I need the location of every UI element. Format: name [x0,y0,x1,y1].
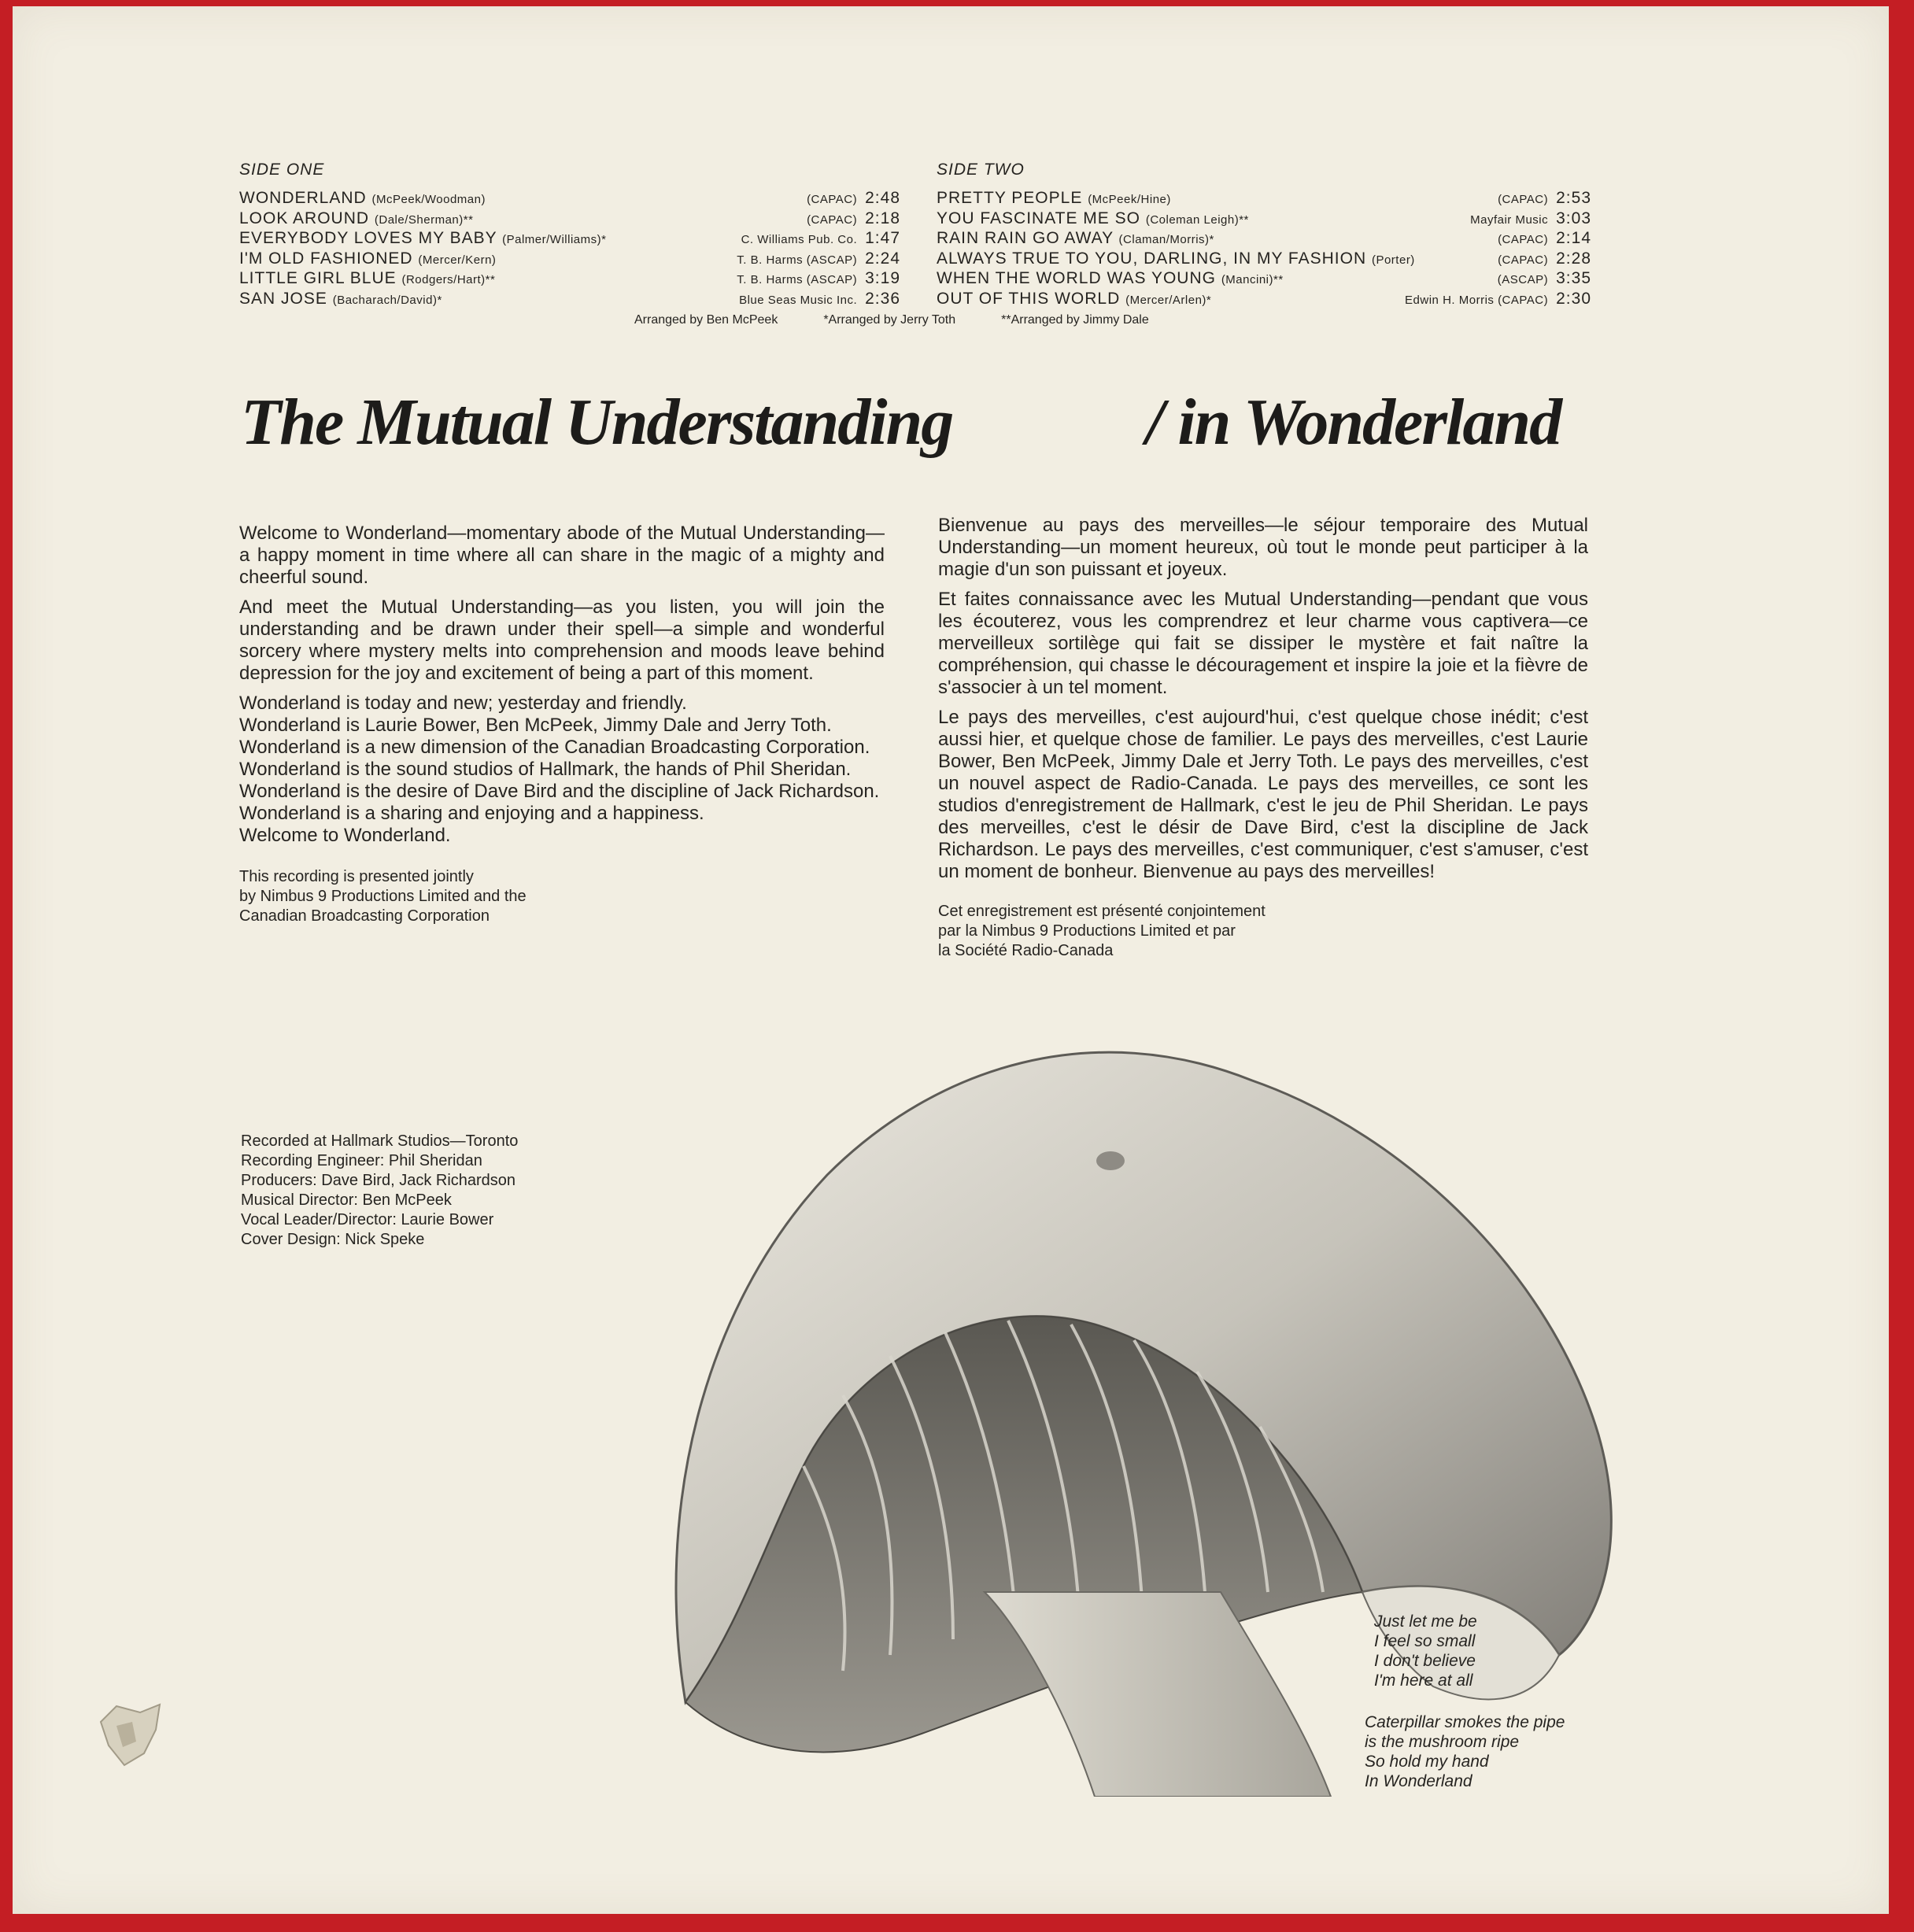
track-composers: (Rodgers/Hart)** [401,273,496,286]
track-publisher: (CAPAC) [807,212,858,227]
credit-line: Musical Director: Ben McPeek [241,1191,452,1209]
track-row [239,189,900,209]
english-line: Wonderland is the desire of Dave Bird and the discipline of Jack Richardson. [239,781,880,802]
track-title-group [239,269,495,288]
track-publisher: T. B. Harms (ASCAP) [737,273,858,286]
lyrics-stanza [1365,1712,1565,1791]
arranger-note: *Arranged by Jerry Toth [823,313,956,327]
track-title: ALWAYS TRUE TO YOU, DARLING, IN MY FASHION [937,249,1367,268]
track-publisher: Mayfair Music [1470,212,1549,227]
english-line: Welcome to Wonderland. [239,825,451,846]
french-paragraph: Et faites connaissance avec les Mutual Understanding—pendant que vous les écouterez, vous les comprendrez et leur charme vous captivera—ce merveilleux sortilège qui fait se dissiper le mystère et fait naître la compréhension, qui chasse le découragement et inspire la joie et la fièvre de s'associer à un tel moment. [938,589,1588,698]
english-line: Wonderland is Laurie Bower, Ben McPeek, Jimmy Dale and Jerry Toth. [239,715,832,736]
credit-line: Cover Design: Nick Speke [241,1231,425,1248]
lyric-line: Caterpillar smokes the pipe [1365,1713,1565,1731]
credit-line: Recorded at Hallmark Studios—Toronto [241,1132,519,1150]
track-title: OUT OF THIS WORLD [937,289,1121,308]
lyrics-stanza [1374,1612,1565,1690]
track-duration: 2:28 [1556,249,1591,268]
track-title: WHEN THE WORLD WAS YOUNG [937,269,1216,287]
arranger-notes [634,313,1149,327]
production-credits [241,1132,650,1250]
track-meta [1470,209,1591,228]
track-row [239,290,900,310]
track-title-group [239,209,473,228]
track-title: LOOK AROUND [239,209,370,227]
french-presented-line: par la Nimbus 9 Productions Limited et par [938,922,1236,940]
track-title: SAN JOSE [239,289,327,308]
track-title-group [937,209,1249,228]
side-two-tracklist [937,161,1591,309]
track-title: WONDERLAND [239,189,367,207]
track-row [239,209,900,230]
track-duration: 3:35 [1556,269,1591,287]
track-row [937,209,1591,230]
track-title-group [937,249,1415,268]
track-publisher: T. B. Harms (ASCAP) [737,253,858,267]
track-row [937,269,1591,290]
track-composers: (Palmer/Williams)* [502,233,607,246]
lyric-line: I don't believe [1374,1652,1476,1670]
credit-line: Producers: Dave Bird, Jack Richardson [241,1172,516,1189]
lyric-line: Just let me be [1374,1612,1477,1631]
track-title-group [239,249,496,268]
lyrics-block [1365,1612,1565,1813]
track-meta [1498,189,1591,208]
french-liner-notes [938,515,1588,961]
side-two-heading: SIDE TWO [937,161,1025,179]
lyric-line: I'm here at all [1374,1672,1473,1690]
track-duration: 2:14 [1556,229,1591,247]
track-meta [807,189,900,208]
track-composers: (Bacharach/David)* [332,293,442,307]
track-meta [807,209,900,228]
english-presented-line: by Nimbus 9 Productions Limited and the [239,888,527,905]
track-duration: 2:18 [865,209,900,227]
track-composers: (Dale/Sherman)** [374,212,474,227]
lyric-line: In Wonderland [1365,1772,1472,1790]
track-composers: (McPeek/Hine) [1088,193,1171,206]
french-presented-line: Cet enregistrement est présenté conjointement [938,903,1266,920]
french-presented-line: la Société Radio-Canada [938,942,1114,959]
track-composers: (Mancini)** [1221,273,1284,286]
track-title: PRETTY PEOPLE [937,189,1083,207]
track-meta [739,290,900,308]
side-one-tracklist [239,161,900,309]
track-composers: (Claman/Morris)* [1118,233,1214,246]
lyric-line: So hold my hand [1365,1753,1489,1771]
french-paragraph: Bienvenue au pays des merveilles—le séjour temporaire des Mutual Understanding—un moment heureux, où tout le monde peut participer à la magie d'un son puissant et joyeux. [938,515,1588,580]
track-title-group [239,290,442,308]
track-title: YOU FASCINATE ME SO [937,209,1140,227]
english-presented-line: Canadian Broadcasting Corporation [239,907,490,925]
lyric-line: I feel so small [1374,1632,1476,1650]
track-meta [1498,249,1591,268]
side-one-heading: SIDE ONE [239,161,325,179]
track-meta [741,229,900,248]
arranger-note: Arranged by Ben McPeek [634,313,778,327]
track-title-group [937,229,1214,248]
track-row [937,229,1591,249]
track-title-group [239,189,486,208]
track-row [239,229,900,249]
track-duration: 2:24 [865,249,900,268]
track-row [937,290,1591,310]
track-title: LITTLE GIRL BLUE [239,269,397,287]
track-title-group [937,269,1284,288]
track-publisher: Edwin H. Morris (CAPAC) [1405,293,1549,307]
track-publisher: (CAPAC) [1498,253,1549,267]
arranger-note: **Arranged by Jimmy Dale [1001,313,1149,327]
track-duration: 2:36 [865,289,900,308]
track-title: RAIN RAIN GO AWAY [937,229,1114,247]
track-meta [737,269,900,288]
credit-line: Vocal Leader/Director: Laurie Bower [241,1211,494,1228]
track-composers: (McPeek/Woodman) [371,193,486,206]
track-title: I'M OLD FASHIONED [239,249,413,268]
track-title-group [937,290,1211,308]
track-meta [737,249,900,268]
english-line: Wonderland is the sound studios of Hallmark, the hands of Phil Sheridan. [239,759,852,780]
track-publisher: (ASCAP) [1497,273,1549,286]
album-title-left: The Mutual Understanding [241,386,953,459]
album-back-cover [13,6,1889,1914]
credit-line: Recording Engineer: Phil Sheridan [241,1152,482,1169]
english-presented-line: This recording is presented jointly [239,868,474,885]
track-title-group [239,229,606,248]
english-line: Wonderland is a new dimension of the Canadian Broadcasting Corporation. [239,737,870,758]
track-row [239,249,900,270]
track-title: EVERYBODY LOVES MY BABY [239,229,497,247]
track-composers: (Mercer/Kern) [418,253,497,267]
track-meta [1498,269,1591,288]
track-publisher: Blue Seas Music Inc. [739,293,858,307]
track-composers: (Coleman Leigh)** [1145,212,1249,227]
track-duration: 3:03 [1556,209,1591,227]
english-line: Wonderland is today and new; yesterday and friendly. [239,693,687,714]
english-line: Wonderland is a sharing and enjoying and a happiness. [239,803,704,824]
english-liner-notes [239,523,885,926]
track-duration: 3:19 [865,269,900,287]
track-duration: 2:53 [1556,189,1591,207]
track-duration: 2:48 [865,189,900,207]
french-paragraph: Le pays des merveilles, c'est aujourd'hui, c'est quelque chose inédit; c'est aussi hier, et quelque chose de familier. Le pays des merveilles, c'est Laurie Bower, Ben McPeek, Jimmy Dale et Jerry Toth. Le pays des merveilles, c'est un nouvel aspect de Radio-Canada. Le pays des merveilles, ce sont les studios d'enregistrement de Hallmark, c'est le jeu de Phil Sheridan. Le pays des merveilles, c'est le désir de Dave Bird, c'est la discipline de Jack Richardson. Le pays des merveilles, c'est communiquer, c'est s'amuser, c'est un moment de bonheur. Bienvenue au pays des merveilles! [938,707,1588,882]
track-title-group [937,189,1171,208]
track-publisher: (CAPAC) [1498,233,1549,246]
track-meta [1405,290,1591,308]
track-meta [1498,229,1591,248]
track-duration: 2:30 [1556,289,1591,308]
english-paragraph: Welcome to Wonderland—momentary abode of the Mutual Understanding—a happy moment in time where all can share in the magic of a mighty and cheerful sound. [239,523,885,588]
track-row [937,189,1591,209]
paper-tear-mark [85,1698,172,1769]
track-publisher: (CAPAC) [1498,193,1549,206]
lyric-line: is the mushroom ripe [1365,1733,1520,1751]
track-composers: (Mercer/Arlen)* [1125,293,1212,307]
track-composers: (Porter) [1371,253,1415,267]
english-paragraph: And meet the Mutual Understanding—as you listen, you will join the understanding and be drawn under their spell—a simple and wonderful sorcery where mystery melts into comprehension and moods leave behind depression for the joy and excitement of being a part of this moment. [239,597,885,684]
album-title-right: / in Wonderland [1146,386,1561,459]
track-publisher: (CAPAC) [807,193,858,206]
track-row [239,269,900,290]
track-duration: 1:47 [865,229,900,247]
track-publisher: C. Williams Pub. Co. [741,233,858,246]
track-row [937,249,1591,270]
